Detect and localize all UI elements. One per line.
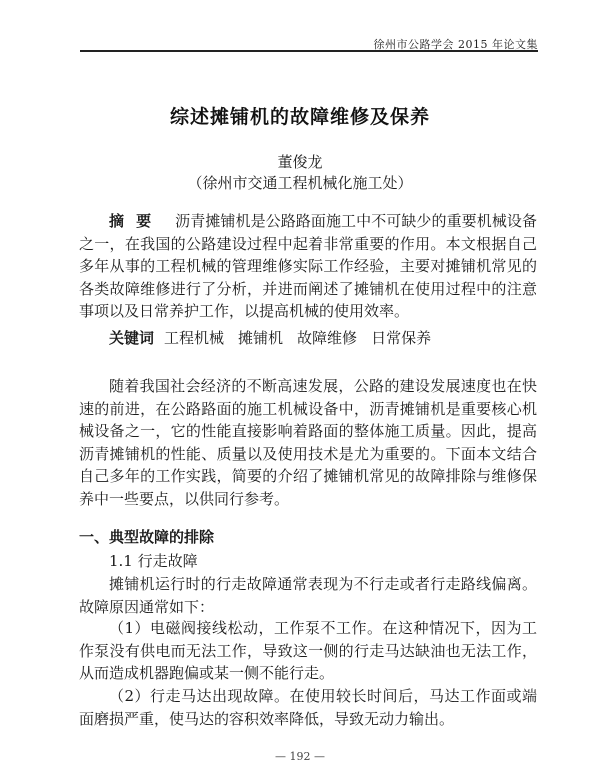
page-number: — 192 — — [275, 750, 325, 763]
abstract — [79, 210, 537, 323]
body-paragraph: （1）电磁阀接线松动，工作泵不工作。在这种情况下，因为工作泵没有供电而无法工作，导致这一侧的行走马达缺油也无法工作，从而造成机器跑偏或某一侧不能行走。 — [79, 619, 537, 682]
author-name: 董俊龙 — [277, 153, 323, 171]
running-header: 徐州市公路学会 2015 年论文集 — [373, 38, 538, 51]
body-paragraph: （2）行走马达出现故障。在使用较长时间后，马达工作面或端面磨损严重，使马达的容积效率降低，导致无动力输出。 — [79, 687, 537, 728]
subsection-heading: 1.1 行走故障 — [109, 552, 198, 570]
abstract-label: 摘要 — [109, 212, 164, 230]
keyword-item: 故障维修 — [297, 329, 358, 347]
keyword-item: 摊铺机 — [238, 329, 284, 347]
keywords — [79, 327, 537, 350]
keywords-label: 关键词 — [109, 329, 155, 347]
section-heading: 一、典型故障的排除 — [79, 528, 215, 546]
article-title: 综述摊铺机的故障维修及保养 — [169, 106, 430, 128]
keyword-item: 日常保养 — [371, 329, 432, 347]
introduction-paragraph: 随着我国社会经济的不断高速发展，公路的建设发展速度也在快速的前进，在公路路面的施工机械设备中，沥青摊铺机是重要核心机械设备之一，它的性能直接影响着路面的整体施工质量。因此，提高沥青摊铺机的性能、质量以及使用技术是尤为重要的。下面本文结合自己多年的工作实践，简要的介绍了摊铺机常见的故障排除与维修保养中一些要点，以供同行参考。 — [79, 377, 537, 508]
abstract-text: 沥青摊铺机是公路路面施工中不可缺少的重要机械设备之一，在我国的公路建设过程中起着非常重要的作用。本文根据自己多年从事的工程机械的管理维修实际工作经验，主要对摊铺机常见的各类故障维修进行了分析，并进而阐述了摊铺机在使用过程中的注意事项以及日常养护工作，以提高机械的使用效率。 — [79, 212, 537, 320]
keyword-item: 工程机械 — [164, 329, 225, 347]
body-paragraph: 摊铺机运行时的行走故障通常表现为不行走或者行走路线偏离。故障原因通常如下： — [79, 575, 537, 616]
author-affiliation: （徐州市交通工程机械化施工处） — [187, 174, 413, 192]
